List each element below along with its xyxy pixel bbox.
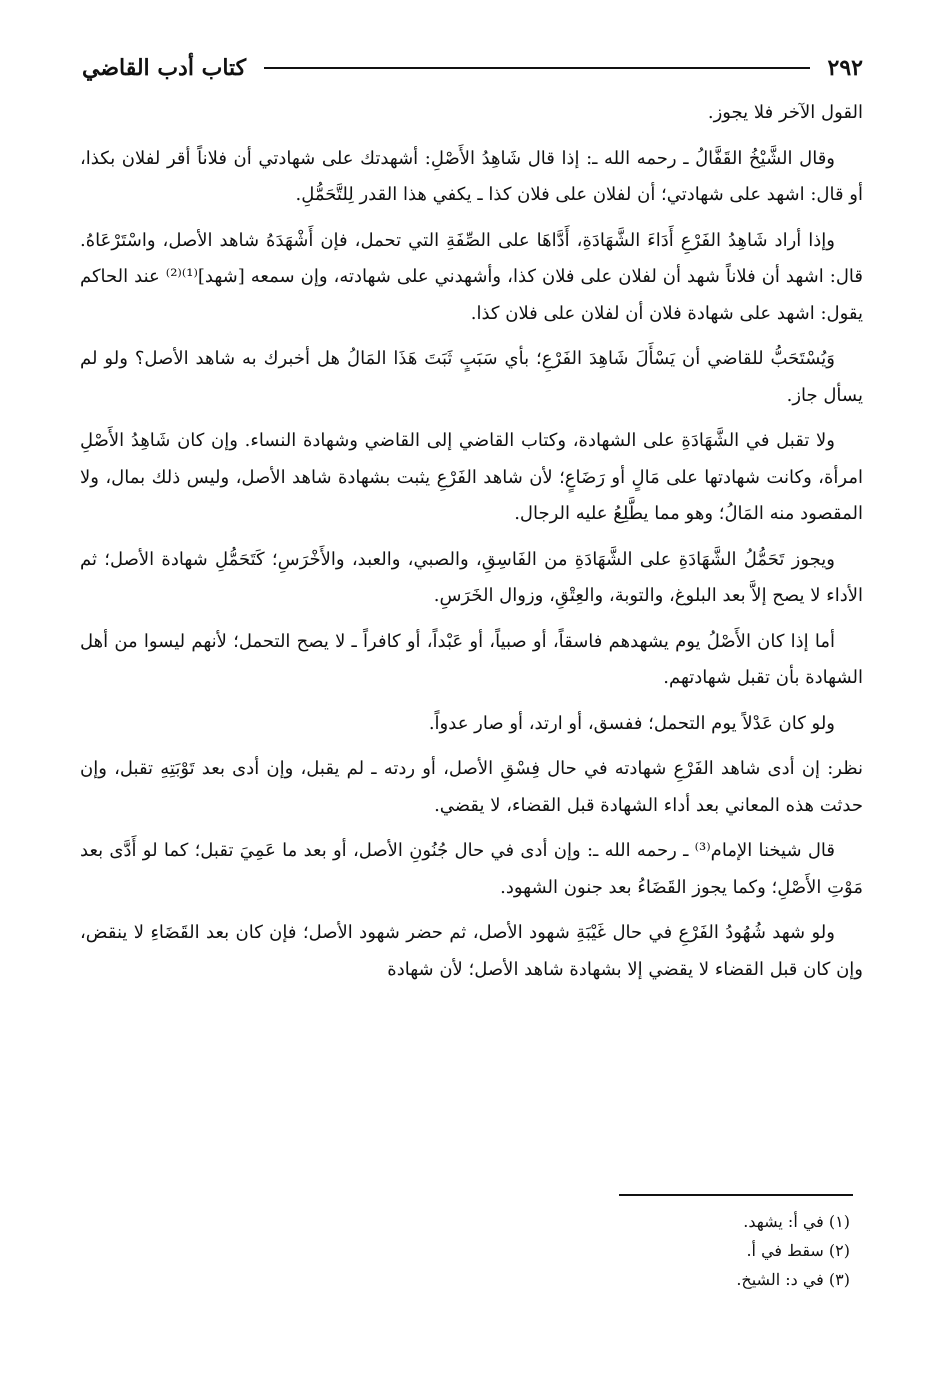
paragraph: نظر: إن أدى شاهد الفَرْعِ شهادته في حال فِسْقِ الأصل، أو ردته ـ لم يقبل، وإن أدى بعد تَوْبَتِهِ تقبل، وإن حدثت هذه المعاني بعد أداء الشهادة قبل القضاء، لا يقضي. <box>80 758 863 816</box>
footnote-rule <box>619 1194 853 1196</box>
footnote: (١) في أ: يشهد. <box>743 1212 850 1231</box>
paragraph: وإذا أراد شَاهِدُ الفَرْعِ أَدَاءَ الشَّهَادَةِ، أَدَّاهَا على الصِّفَةِ التي تحمل، فإن أَشْهَدَهُ شاهد الأصل، واسْتَرْعَاهُ. قال: اشهد أن فلاناً شهد أن لفلان على فلان كذا، وأشهدني على شهادته، وإن سمعه [شهد]⁽¹⁾⁽²⁾ عند الحاكم يقول: اشهد على شهادة فلان أن لفلان على فلان كذا. <box>80 229 864 324</box>
main-text <box>80 95 863 997</box>
paragraph: وَيُسْتَحَبُّ للقاضي أن يَسْأَلَ شَاهِدَ الفَرْعِ؛ بأي سَبَبٍ ثَبَتَ هَذَا المَالُ هل أخبرك به شاهد الأصل؟ ولو لم يسأل جاز. <box>80 348 863 406</box>
paragraph: ولو كان عَدْلاً يوم التحمل؛ ففسق، أو ارتد، أو صار عدواً. <box>428 712 835 734</box>
page-header <box>82 48 863 88</box>
footnote: (٣) في د: الشيخ. <box>736 1270 850 1289</box>
footnotes <box>736 1207 850 1294</box>
paragraph: ولو شهد شُهُودُ الفَرْعِ في حال غَيْبَةِ شهود الأصل، ثم حضر شهود الأصل؛ فإن كان بعد القَضَاءِ لا ينقض، وإن كان قبل القضاء لا يقضي إلا بشهادة شاهد الأصل؛ لأن شهادة <box>80 922 863 980</box>
paragraph: ويجوز تَحَمُّلُ الشَّهَادَةِ على الشَّهَادَةِ من الفَاسِقِ، والصبي، والعبد، والأَخْرَسِ؛ كَتَحَمُّلِ شهادة الأصل؛ ثم الأداء لا يصح إلاَّ بعد البلوغ، والتوبة، والعِتْقِ، وزوال الخَرَسِ. <box>80 548 863 606</box>
paragraph: القول الآخر فلا يجوز. <box>707 102 863 123</box>
paragraph: قال شيخنا الإمام⁽³⁾ ـ رحمه الله ـ: وإن أدى في حال جُنُونِ الأصل، أو بعد ما عَمِيَ تقبل؛ كما لو أَدَّى بعد مَوْتِ الأَصْلِ؛ وكما يجوز القَضَاءُ بعد جنون الشهود. <box>80 840 863 898</box>
header-rule <box>264 67 809 69</box>
paragraph: ولا تقبل في الشَّهَادَةِ على الشهادة، وكتاب القاضي إلى القاضي وشهادة النساء. وإن كان شَاهِدُ الأَصْلِ امرأة، وكانت شهادتها على مَالٍ أو رَضَاعٍ؛ لأن شاهد الفَرْعِ يثبت بشهادة شاهد الأصل، وليس ذلك بمال، ولا المقصود منه المَالُ؛ وهو مما يطَّلِعُ عليه الرجال. <box>80 430 863 524</box>
footnote: (٢) سقط في أ. <box>746 1241 850 1260</box>
book-title: كتاب أدب القاضي <box>82 55 247 81</box>
page-number: ٢٩٢ <box>827 55 863 81</box>
paragraph: أما إذا كان الأَصْلُ يوم يشهدهم فاسقاً، أو صبياً، أو عَبْداً، أو كافراً ـ لا يصح التحمل؛ لأنهم ليسوا من أهل الشهادة بأن تقبل شهادتهم. <box>80 630 863 688</box>
paragraph: وقال الشَّيْخُ القَفَّالُ ـ رحمه الله ـ: إذا قال شَاهِدُ الأَصْلِ: أشهدتك على شهادتي أن فلاناً أقر لفلان بكذا، أو قال: اشهد على شهادتي؛ أن لفلان على فلان كذا ـ يكفي هذا القدر لِلتَّحَمُّلِ. <box>80 147 863 205</box>
